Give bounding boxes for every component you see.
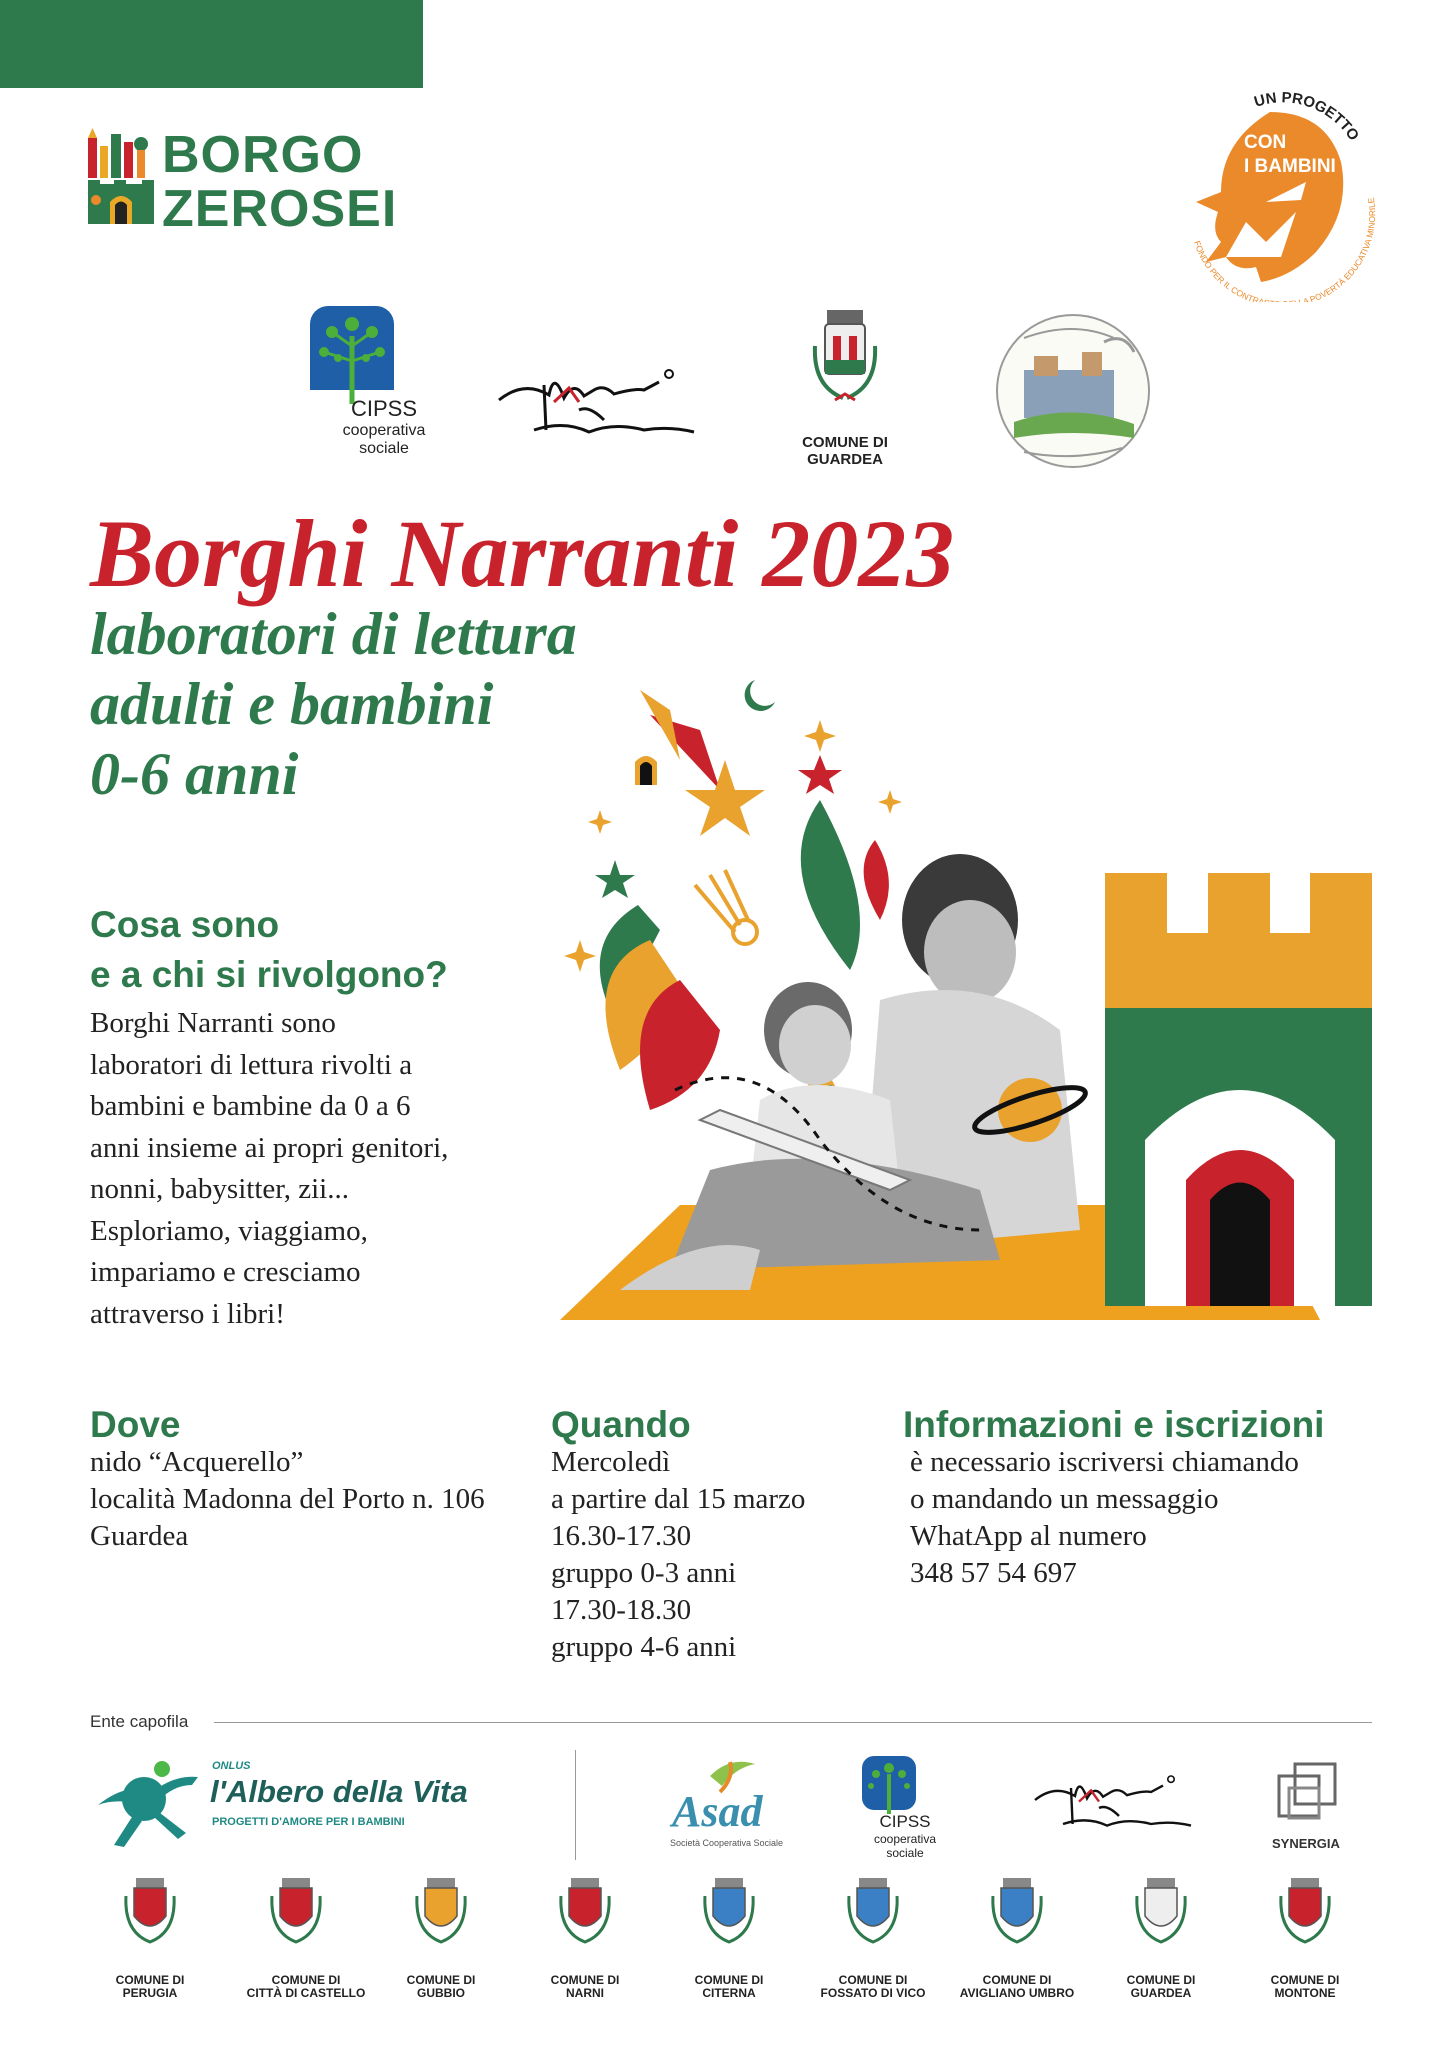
comune-caption-line1: COMUNE DI xyxy=(838,1973,908,1987)
comune-caption-line1: COMUNE DI xyxy=(115,1973,185,1987)
albero-onlus: ONLUS xyxy=(212,1760,251,1772)
borgo-zerosei-logo xyxy=(86,128,156,226)
illustrated-school-logo xyxy=(994,312,1152,470)
albero-sub: PROGETTI D'AMORE PER I BAMBINI xyxy=(212,1816,405,1828)
comune-crest-icon xyxy=(1281,1878,1329,1942)
cipss-footer-sub2: sociale xyxy=(886,1846,924,1860)
comune-crest-icon xyxy=(705,1878,753,1942)
info-line: o mandando un messaggio xyxy=(910,1483,1219,1515)
asad-sub: Società Cooperativa Sociale xyxy=(670,1838,784,1848)
comune-crest-icon xyxy=(272,1878,320,1942)
dove-heading: Dove xyxy=(90,1404,181,1445)
brand-line-2: ZEROSEI xyxy=(162,180,398,238)
footer-divider-horizontal xyxy=(214,1722,1372,1723)
handwritten-partner-logo xyxy=(494,360,704,450)
quando-line: Mercoledì xyxy=(551,1446,671,1478)
albero-name: l'Albero della Vita xyxy=(210,1774,468,1809)
comune-caption-line2: AVIGLIANO UMBRO xyxy=(959,1986,1075,2000)
about-line: bambini e bambine da 0 a 6 xyxy=(90,1090,411,1122)
comune-caption-line1: COMUNE DI xyxy=(694,1973,764,1987)
comune-crest-icon xyxy=(1137,1878,1185,1942)
quando-heading: Quando xyxy=(551,1404,691,1445)
comune-caption-line1: COMUNE DI xyxy=(982,1973,1052,1987)
about-heading-line2: e a chi si rivolgono? xyxy=(90,954,448,995)
about-line: laboratori di lettura rivolti a xyxy=(90,1048,413,1081)
comune-caption-line1: COMUNE DI xyxy=(1270,1973,1340,1987)
asad-name: Asad xyxy=(672,1787,763,1836)
synergia-icon xyxy=(1275,1760,1341,1826)
cipss-footer-icon xyxy=(862,1756,916,1814)
crests xyxy=(80,1876,1380,1956)
synergia-label: SYNERGIA xyxy=(1272,1836,1340,1851)
comune-caption-line2: CITTÀ DI CASTELLO xyxy=(246,1986,366,2000)
project-sub-label: FONDO PER IL CONTRA A POVERTÀ EDUCATIVA MINORILE xyxy=(1192,196,1378,302)
comune-caption-gubbio xyxy=(376,1974,506,2000)
info-text xyxy=(910,1444,1299,1592)
footer-divider-vertical xyxy=(575,1750,576,1860)
guardea-crest xyxy=(805,306,885,416)
subtitle-line-1: laboratori di lettura xyxy=(90,601,577,667)
cipss-footer-sub1: cooperativa xyxy=(873,1832,937,1846)
about-line: impariamo e cresciamo xyxy=(90,1256,361,1288)
quando-line: gruppo 0-3 anni xyxy=(551,1557,737,1589)
comune-crest-icon xyxy=(849,1878,897,1942)
comune-caption-line2: FOSSATO DI VICO xyxy=(820,1986,926,2000)
project-name-line2: I BAMBINI xyxy=(1244,156,1336,177)
comune-caption-avigliano-umbro xyxy=(952,1974,1082,2000)
quando-line: 16.30-17.30 xyxy=(551,1520,692,1552)
dove-text xyxy=(90,1444,485,1555)
comune-caption-line2: MONTONE xyxy=(1274,1986,1336,2000)
quando-text xyxy=(551,1444,805,1666)
dove-line: Guardea xyxy=(90,1520,189,1552)
guardea-caption-line1: COMUNE DI xyxy=(802,434,888,451)
comune-caption-line2: PERUGIA xyxy=(122,1986,178,2000)
comune-caption-montone xyxy=(1240,1974,1370,2000)
cipss-label xyxy=(324,396,444,458)
comune-caption-line2: GUBBIO xyxy=(417,1986,465,2000)
guardea-caption-line2: GUARDEA xyxy=(807,451,883,468)
comune-caption-line2: NARNI xyxy=(566,1986,604,2000)
info-line: WhatApp al numero xyxy=(910,1520,1147,1552)
comune-caption-line1: COMUNE DI xyxy=(271,1973,341,1987)
about-line: Borghi Narranti sono xyxy=(90,1007,336,1039)
brand-name xyxy=(162,128,397,236)
about-line: Esploriamo, viaggiamo, xyxy=(90,1214,368,1247)
comune-crest-icon xyxy=(561,1878,609,1942)
project-name-line1: CON xyxy=(1244,132,1287,153)
guardea-caption xyxy=(780,434,910,468)
info-heading: Informazioni e iscrizioni xyxy=(903,1404,1325,1445)
project-top-label: UN PROGETTO xyxy=(1252,89,1363,144)
info-phone: 348 57 54 697 xyxy=(910,1557,1077,1589)
comune-caption-line2: CITERNA xyxy=(702,1986,756,2000)
handwritten-partner-logo-footer xyxy=(1030,1768,1200,1840)
dove-line: nido “Acquerello” xyxy=(90,1446,304,1478)
cipss-sub2: sociale xyxy=(359,440,409,457)
about-text xyxy=(90,1003,448,1335)
cipss-logo xyxy=(310,306,394,406)
brand-line-1: BORGO xyxy=(162,126,364,184)
hero-illustration xyxy=(560,670,1380,1330)
cipss-footer-name: CIPSS xyxy=(879,1812,931,1831)
about-heading xyxy=(90,900,448,1000)
subtitle-line-3: 0-6 anni xyxy=(90,741,299,807)
comune-caption-perugia xyxy=(85,1974,215,2000)
page-title: Borghi Narranti 2023 xyxy=(90,500,955,607)
quando-line: a partire dal 15 marzo xyxy=(551,1483,806,1515)
subtitle-line-2: adulti e bambini xyxy=(90,671,494,737)
dove-line: località Madonna del Porto n. 106 xyxy=(90,1483,485,1515)
comune-crest-icon xyxy=(126,1878,174,1942)
quando-line: gruppo 4-6 anni xyxy=(551,1631,737,1663)
info-line: è necessario iscriversi chiamando xyxy=(910,1446,1299,1478)
top-green-bar xyxy=(0,0,423,88)
about-heading-line1: Cosa sono xyxy=(90,904,280,945)
comune-caption-line1: COMUNE DI xyxy=(1126,1973,1196,1987)
cipss-sub1: cooperativa xyxy=(342,422,426,439)
comune-crest-icon xyxy=(993,1878,1041,1942)
comune-caption-citerna xyxy=(664,1974,794,2000)
albero-della-vita-icon xyxy=(94,1755,204,1850)
comune-caption-line1: COMUNE DI xyxy=(406,1973,476,1987)
comune-caption-line2: GUARDEA xyxy=(1130,1986,1192,2000)
comune-caption-citta-di-castello xyxy=(241,1974,371,2000)
comune-caption-line1: COMUNE DI xyxy=(550,1973,620,1987)
comune-caption-narni xyxy=(520,1974,650,2000)
quando-line: 17.30-18.30 xyxy=(551,1594,692,1626)
comune-crest-icon xyxy=(417,1878,465,1942)
cipss-footer-label xyxy=(860,1812,950,1860)
comune-caption-guardea xyxy=(1096,1974,1226,2000)
ente-capofila-label: Ente capofila xyxy=(90,1712,189,1731)
about-line: nonni, babysitter, zii... xyxy=(90,1173,349,1205)
cipss-name: CIPSS xyxy=(350,396,418,421)
con-i-bambini-logo xyxy=(1166,82,1378,302)
about-line: anni insieme ai propri genitori, xyxy=(90,1131,449,1164)
comune-caption-fossato-di-vico xyxy=(808,1974,938,2000)
about-line: attraverso i libri! xyxy=(90,1297,285,1330)
